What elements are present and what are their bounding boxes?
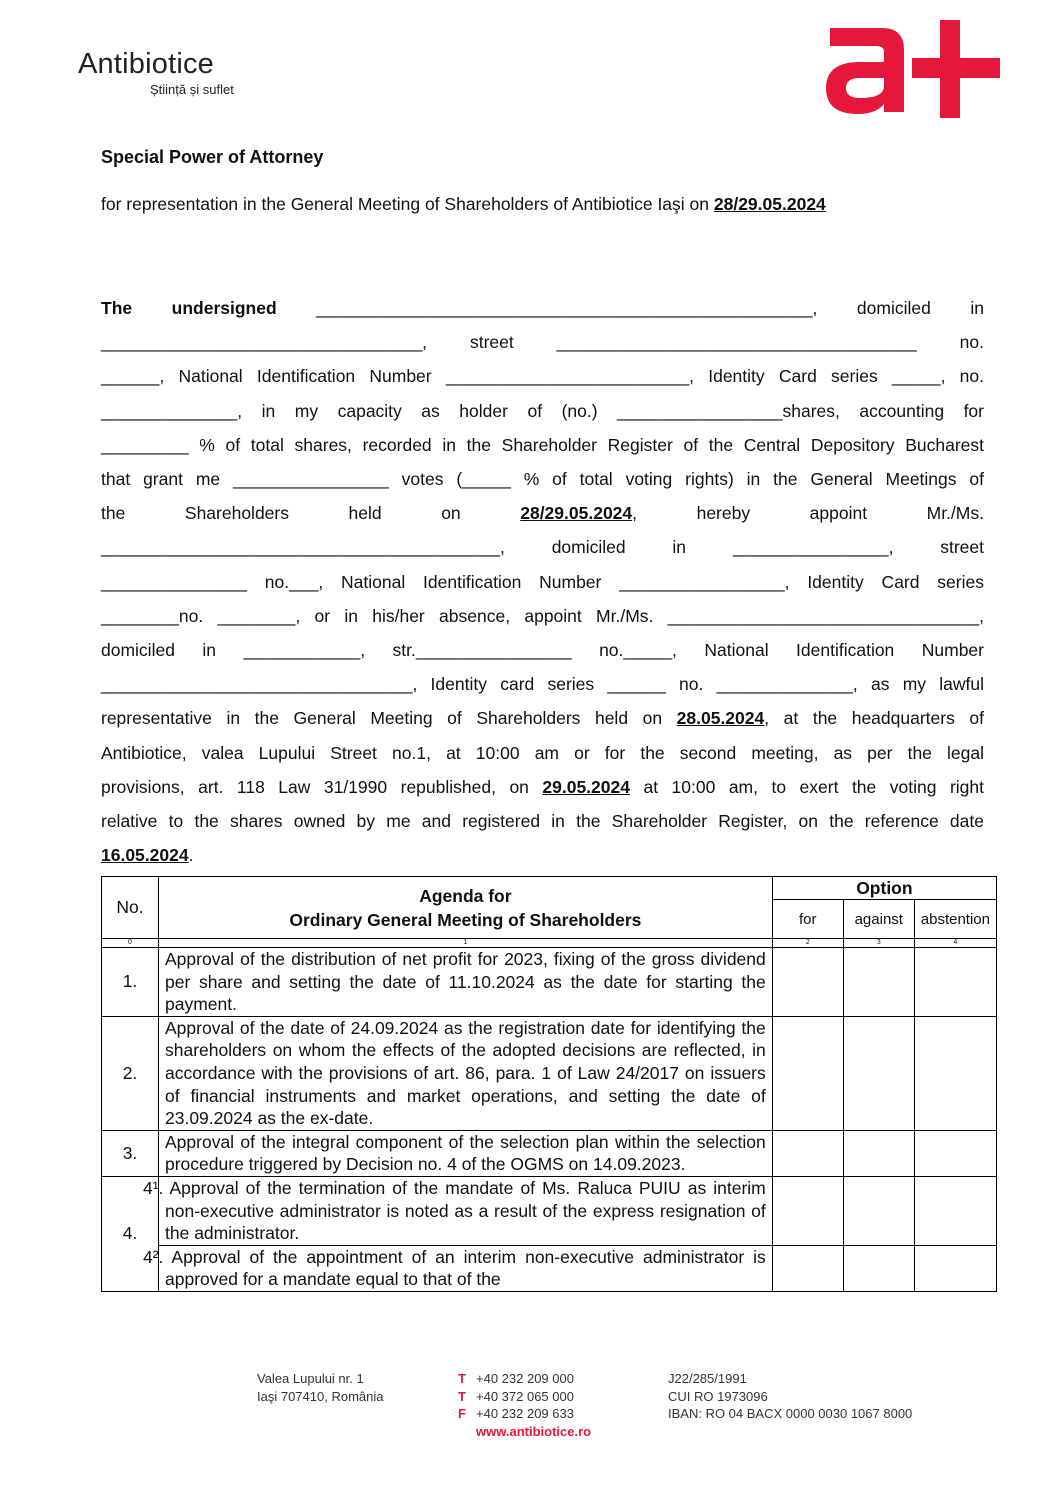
meeting-date: 28/29.05.2024 [713,194,826,214]
item-text: Approval of the integral component of the selection plan within the selection procedure triggered by Decision no. 4 of the OGMS on 14.09.2023. [159,1130,773,1176]
body-line: representative in the General Meeting of Shareholders held on 28.05.2024, at the headquarters of [101,708,984,729]
body-line: domiciled in ____________, str.________________ no._____, National Identification Number [101,640,984,661]
phone-label: T [458,1388,466,1404]
document-subtitle [101,194,826,215]
item-number: 1. [102,948,159,1017]
body-line: the Shareholders held on 28/29.05.2024, hereby appoint Mr./Ms. [101,503,984,524]
table-row [102,1176,997,1245]
index-cell: 4 [914,939,996,948]
vote-abstention-cell[interactable] [914,1130,996,1176]
item-subtext: 4¹. Approval of the termination of the mandate of Ms. Raluca PUIU as interim non-executive administrator is noted as a result of the express resignation of the administrator. [159,1176,773,1245]
index-cell: 3 [843,939,914,948]
date-emphasis: 16.05.2024 [101,845,189,866]
body-line: that grant me ________________ votes (_____ % of total voting rights) in the General Meetings of [101,469,984,490]
vote-abstention-cell[interactable] [914,948,996,1017]
body-line: ______, National Identification Number _________________________, Identity Card series _____, no. [101,366,984,387]
agenda-table [101,876,997,1292]
index-row [102,939,997,948]
vote-for-cell[interactable] [772,1245,843,1291]
body-line: _________ % of total shares, recorded in the Shareholder Register of the Central Depository Bucharest [101,434,984,455]
vote-against-cell[interactable] [843,1176,914,1245]
footer-address [257,1370,383,1405]
body-line: _________________________________, street _____________________________________ no. [101,332,984,353]
item-number: 3. [102,1130,159,1176]
address-line: Iaşi 707410, România [257,1388,384,1404]
table-row [102,1016,997,1130]
body-line: _________________________________________, domiciled in ________________, street [101,537,984,558]
website-link[interactable]: www.antibiotice.ro [476,1423,592,1439]
company-name: Antibiotice [78,48,214,80]
subtitle-text: for representation in the General Meeting of Shareholders of Antibiotice Iaşi on [101,194,714,214]
body-line: _______________ no.___, National Identification Number _________________, Identity Card series [101,571,984,592]
iban: IBAN: RO 04 BACX 0000 0030 1067 8000 [668,1406,913,1421]
registration-number: J22/285/1991 [668,1371,747,1386]
vote-against-cell[interactable] [843,948,914,1017]
item-subtext: 4². Approval of the appointment of an interim non-executive administrator is approved for a mandate equal to that of the [159,1245,773,1291]
vote-abstention-cell[interactable] [914,1176,996,1245]
attorney-body-text [101,291,984,872]
col-option-header: Option [772,877,996,900]
vote-against-cell[interactable] [843,1245,914,1291]
company-logo [78,50,234,97]
a-plus-logo-icon [820,20,1002,118]
body-line: ________________________________, Identity card series ______ no. ______________, as my lawful [101,674,984,695]
vote-against-cell[interactable] [843,1130,914,1176]
date-emphasis: 28/29.05.2024 [520,503,633,524]
table-row [102,948,997,1017]
document-title: Special Power of Attorney [101,147,324,167]
phone-label: T [458,1371,466,1386]
item-text: Approval of the distribution of net profit for 2023, fixing of the gross dividend per share and setting the date of 11.10.2024 as the date for starting the payment. [159,948,773,1017]
option-against-header: against [843,900,914,939]
vote-abstention-cell[interactable] [914,1245,996,1291]
phone-number: +40 372 065 000 [476,1388,574,1404]
body-line: 16.05.2024. [101,845,194,866]
vote-abstention-cell[interactable] [914,1016,996,1130]
vat-number: CUI RO 1973096 [668,1388,768,1404]
body-line: ________no. ________, or in his/her absence, appoint Mr./Ms. ________________________________, [101,605,984,626]
body-line: relative to the shares owned by me and registered in the Shareholder Register, on the reference date [101,811,984,832]
company-tagline: Știință și suflet [150,82,234,97]
vote-against-cell[interactable] [843,1016,914,1130]
fax-number: +40 232 209 633 [476,1406,574,1421]
index-cell: 1 [159,939,773,948]
undersigned-label: The undersigned [101,298,277,318]
agenda-header-line2: Ordinary General Meeting of Shareholders [289,909,642,930]
date-emphasis: 29.05.2024 [542,776,630,797]
item-number: 2. [102,1016,159,1130]
item-text: Approval of the date of 24.09.2024 as the registration date for identifying the shareholders on whom the effects of the adopted decisions are reflected, in accordance with the provisions of art. 86, para. 1 of Law 24/2017 on issuers of financial instruments and market operations, and setting the date of 23.09.2024 as the ex-date. [159,1016,773,1130]
table-row [102,1245,997,1291]
agenda-header-line1: Agenda for [419,885,512,906]
body-line: The undersigned ___________________________________________________, domiciled in [101,298,985,318]
vote-for-cell[interactable] [772,1130,843,1176]
index-cell: 0 [102,939,159,948]
address-line: Valea Lupului nr. 1 [257,1371,364,1386]
index-cell: 2 [772,939,843,948]
footer-registration [668,1370,912,1423]
vote-for-cell[interactable] [772,1016,843,1130]
body-line: provisions, art. 118 Law 31/1990 republished, on 29.05.2024 at 10:00 am, to exert the voting right [101,776,984,797]
date-emphasis: 28.05.2024 [676,708,765,729]
phone-number: +40 232 209 000 [476,1371,574,1386]
body-line: Antibiotice, valea Lupului Street no.1, at 10:00 am or for the second meeting, as per the legal [101,742,984,763]
col-agenda-header [159,877,773,939]
col-no-header: No. [102,877,159,939]
vote-for-cell[interactable] [772,948,843,1017]
option-for-header: for [772,900,843,939]
footer-contacts [458,1370,591,1440]
body-line: ______________, in my capacity as holder of (no.) _________________shares, accounting for [101,400,984,421]
fax-label: F [458,1406,466,1421]
vote-for-cell[interactable] [772,1176,843,1245]
option-abstention-header: abstention [914,900,996,939]
item-number: 4. [102,1176,159,1291]
table-row [102,1130,997,1176]
